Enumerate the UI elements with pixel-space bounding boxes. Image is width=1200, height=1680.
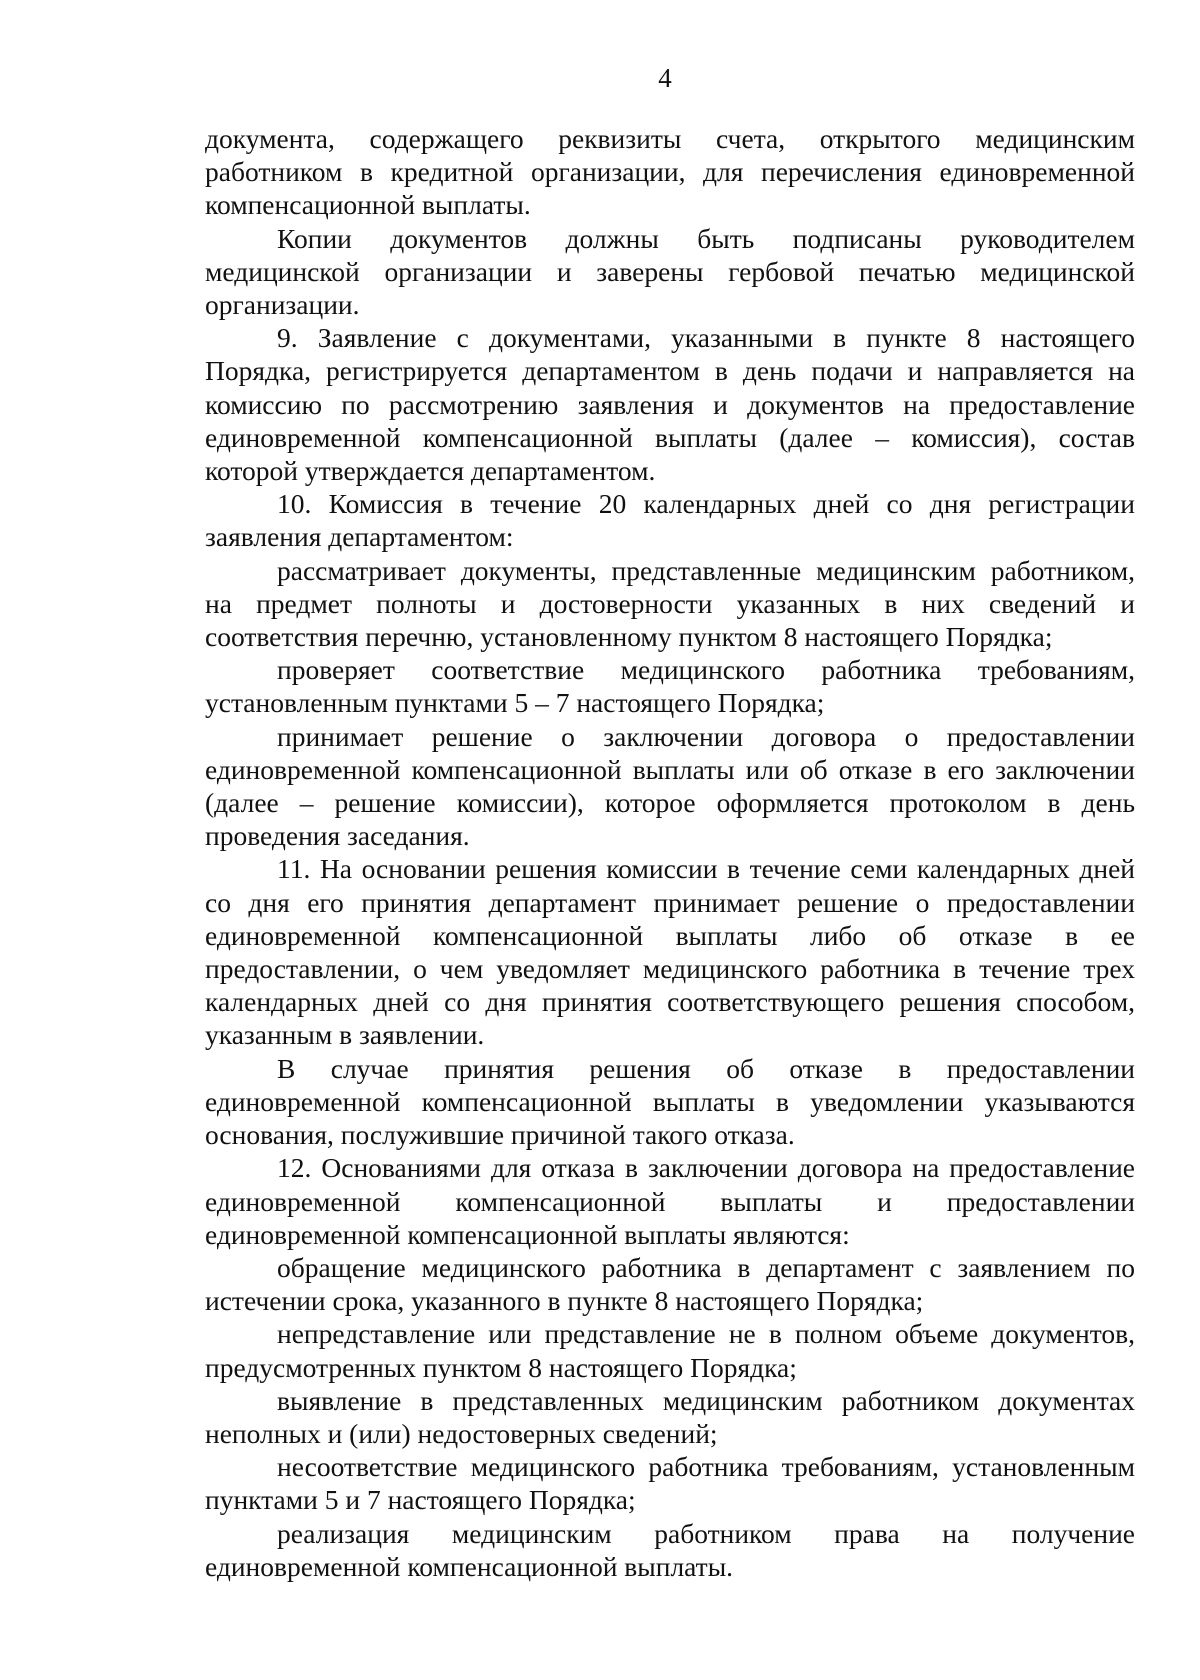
paragraph-item-11: 11. На основании решения комиссии в течение семи календарных дней со дня его принятия департамент принимает решение о предоставлении единовременной компенсационной выплаты либо об отказе в ее предоставлении, о чем уведомляет медицинского работника в течение трех календарных дней со дня принятия соответствующего решения способом, указанным в заявлении. xyxy=(205,853,1135,1051)
paragraph-item-12: 12. Основаниями для отказа в заключении договора на предоставление единовременной компенсационной выплаты и предоставлении единовременной компенсационной выплаты являются: xyxy=(205,1152,1135,1250)
paragraph-ground-false-info: выявление в представленных медицинским работником документах неполных и (или) недостоверных сведений; xyxy=(205,1384,1135,1449)
page-number: 4 xyxy=(658,63,672,93)
paragraph-item-10-review: рассматривает документы, представленные медицинским работником, на предмет полноты и достоверности указанных в них сведений и соответствия перечню, установленному пунктом 8 настоящего Порядка; xyxy=(205,554,1135,653)
document-body xyxy=(205,122,1135,1583)
paragraph-ground-nonconformity: несоответствие медицинского работника требованиям, установленным пунктами 5 и 7 настоящего Порядка; xyxy=(205,1451,1135,1516)
paragraph-copies: Копии документов должны быть подписаны руководителем медицинской организации и заверены гербовой печатью медицинской организации. xyxy=(205,222,1135,321)
paragraph-ground-incomplete: непредставление или представление не в полном объеме документов, предусмотренных пунктом 8 настоящего Порядка; xyxy=(205,1318,1135,1383)
paragraph-ground-already-received: реализация медицинским работником права на получение единовременной компенсационной выплаты. xyxy=(205,1517,1135,1582)
paragraph-item-10-decision: принимает решение о заключении договора о предоставлении единовременной компенсационной выплаты или об отказе в его заключении (далее – решение комиссии), которое оформляется протоколом в день проведения заседания. xyxy=(205,720,1135,852)
paragraph-item-10-check: проверяет соответствие медицинского работника требованиям, установленным пунктами 5 – 7 настоящего Порядка; xyxy=(205,654,1135,719)
paragraph-refusal-notice: В случае принятия решения об отказе в предоставлении единовременной компенсационной выплаты в уведомлении указываются основания, послужившие причиной такого отказа. xyxy=(205,1052,1135,1151)
paragraph-ground-late: обращение медицинского работника в департамент с заявлением по истечении срока, указанного в пункте 8 настоящего Порядка; xyxy=(205,1251,1135,1317)
paragraph-continuation: документа, содержащего реквизиты счета, открытого медицинским работником в кредитной организации, для перечисления единовременной компенсационной выплаты. xyxy=(205,123,1135,221)
paragraph-item-10: 10. Комиссия в течение 20 календарных дней со дня регистрации заявления департаментом: xyxy=(205,488,1135,553)
paragraph-item-9: 9. Заявление с документами, указанными в пункте 8 настоящего Порядка, регистрируется департаментом в день подачи и направляется на комиссию по рассмотрению заявления и документов на предоставление единовременной компенсационной выплаты (далее – комиссия), состав которой утверждается департаментом. xyxy=(205,322,1135,487)
